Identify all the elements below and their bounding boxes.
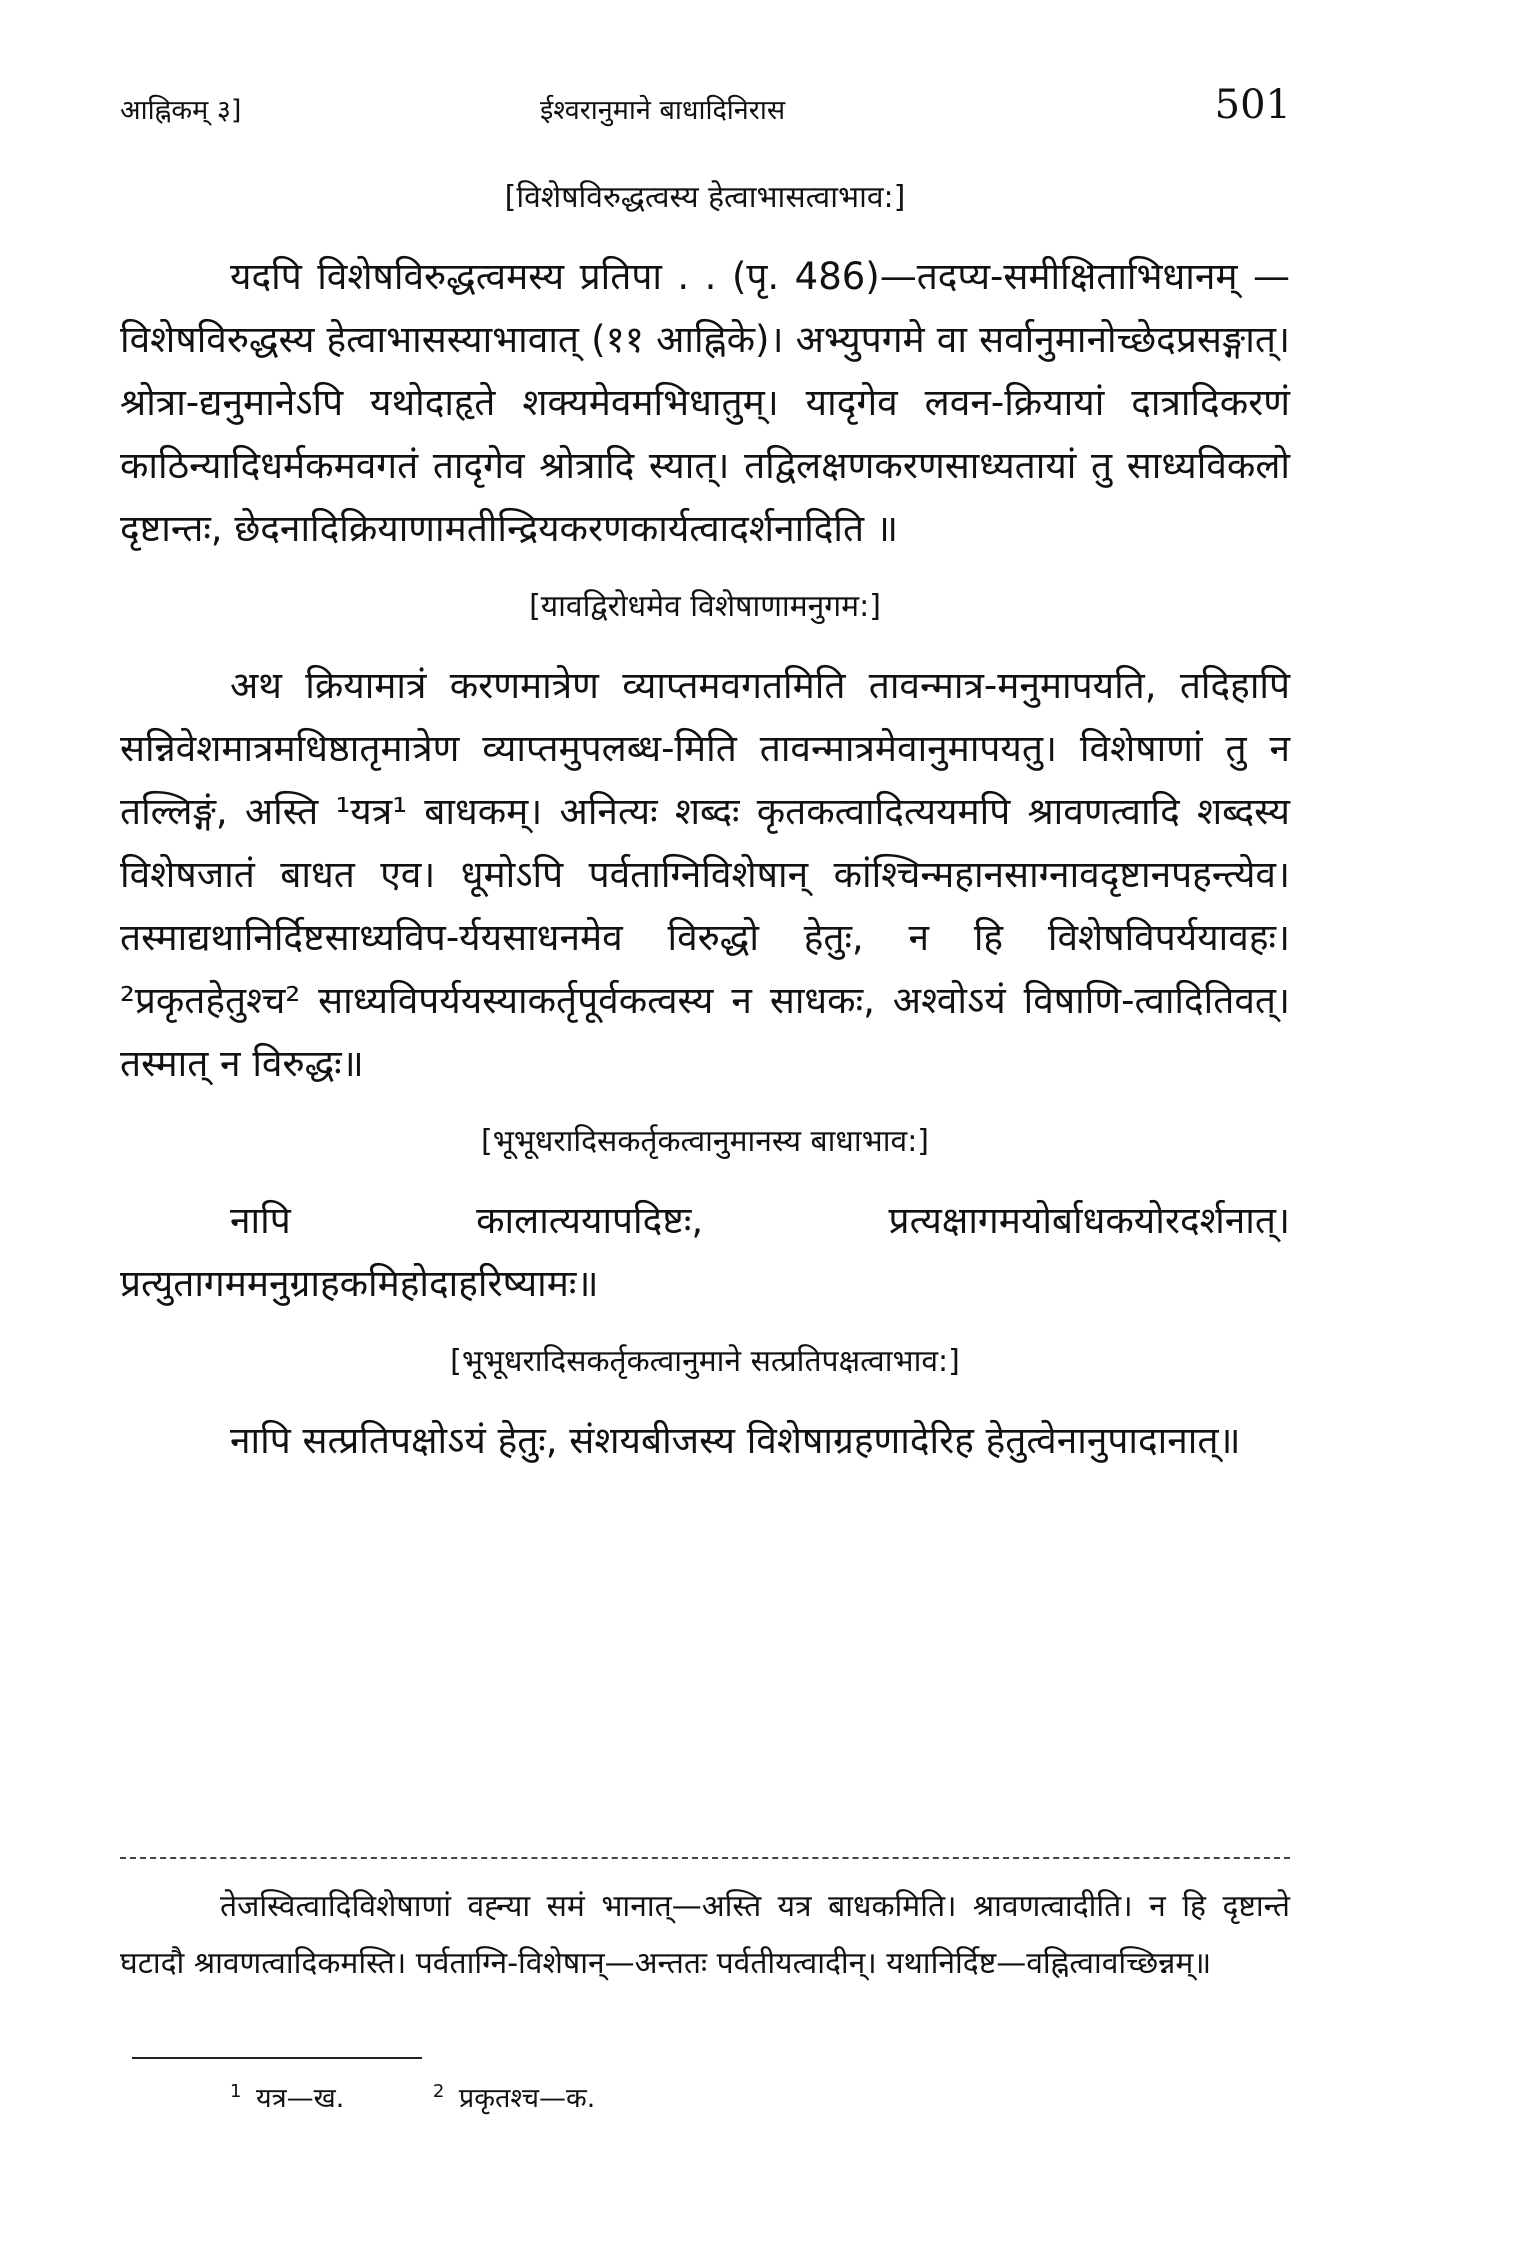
footnote-number: 2	[432, 2081, 445, 2102]
section-heading: [भूभूधरादिसकर्तृकत्वानुमाने सत्प्रतिपक्षत्वाभाव:]	[450, 1344, 960, 1379]
paragraph: नापि कालात्ययापदिष्टः, प्रत्यक्षागमयोर्बाधकयोरदर्शनात्। प्रत्युतागममनुग्राहकमिहोदाहरिष्यामः॥	[120, 1199, 1290, 1305]
footnote-rule	[132, 2057, 422, 2059]
section-heading: [भूभूधरादिसकर्तृकत्वानुमानस्य बाधाभाव:]	[480, 1124, 930, 1159]
section-heading: [यावद्विरोधमेव विशेषाणामनुगम:]	[529, 589, 881, 624]
footnote	[230, 2078, 344, 2115]
paragraph: यदपि विशेषविरुद्धत्वमस्य प्रतिपा . . (पृ. 486)—तदप्य-समीक्षिताभिधानम् — विशेषविरुद्धस्य हेत्वाभासस्याभावात् (११ आह्निके)। अभ्युपगमे वा सर्वानुमानोच्छेदप्रसङ्गात्। श्रोत्रा-द्यनुमानेऽपि यथोदाहृते शक्यमेवमभिधातुम्। यादृगेव लवन-क्रियायां दात्रादिकरणं काठिन्यादिधर्मकमवगतं तादृगेव श्रोत्रादि स्यात्। तद्विलक्षणकरणसाध्यतायां तु साध्यविकलो दृष्टान्तः, छेदनादिक्रियाणामतीन्द्रियकरणकार्यत्वादर्शनादिति ॥	[120, 255, 1290, 550]
main-text	[120, 175, 1290, 1496]
page-number: 501	[1214, 82, 1291, 128]
footnote-text: प्रकृतश्च—क.	[458, 2083, 596, 2114]
running-title: ईश्वरानुमाने बाधादिनिरास	[540, 95, 786, 126]
running-head	[120, 82, 1291, 142]
commentary	[120, 1878, 1290, 1992]
commentary-text: तेजस्वित्वादिविशेषाणां वह्न्या समं भानात्—अस्ति यत्र बाधकमिति। श्रावणत्वादीति। न हि दृष्टान्ते घटादौ श्रावणत्वादिकमस्ति। पर्वताग्नि-विशेषान्—अन्ततः पर्वतीयत्वादीन्। यथानिर्दिष्ट—वह्नित्वावच्छिन्नम्॥	[120, 1889, 1290, 1981]
footnote	[433, 2078, 595, 2115]
footnotes	[230, 2078, 675, 2115]
commentary-divider	[120, 1857, 1290, 1859]
footnote-text: यत्र—ख.	[256, 2083, 345, 2114]
section-heading: [विशेषविरुद्धत्वस्य हेत्वाभासत्वाभाव:]	[504, 180, 906, 215]
chapter-label: आह्निकम् ३]	[120, 95, 242, 126]
paragraph: अथ क्रियामात्रं करणमात्रेण व्याप्तमवगतमिति तावन्मात्र-मनुमापयति, तदिहापि सन्निवेशमात्रमधिष्ठातृमात्रेण व्याप्तमुपलब्ध-मिति तावन्मात्रमेवानुमापयतु। विशेषाणां तु न तल्लिङ्गं, अस्ति ¹यत्र¹ बाधकम्। अनित्यः शब्दः कृतकत्वादित्ययमपि श्रावणत्वादि शब्दस्य विशेषजातं बाधत एव। धूमोऽपि पर्वताग्निविशेषान् कांश्चिन्महानसाग्नावदृष्टानपहन्त्येव। तस्माद्यथानिर्दिष्टसाध्यविप-र्ययसाधनमेव विरुद्धो हेतुः, न हि विशेषविपर्ययावहः। ²प्रकृतहेतुश्च² साध्यविपर्ययस्याकर्तृपूर्वकत्वस्य न साधकः, अश्वोऽयं विषाणि-त्वादितिवत्। तस्मात् न विरुद्धः॥	[120, 664, 1290, 1085]
paragraph: नापि सत्प्रतिपक्षोऽयं हेतुः, संशयबीजस्य विशेषाग्रहणादेरिह हेतुत्वेनानुपादानात्॥	[230, 1419, 1241, 1462]
footnote-number: 1	[230, 2081, 242, 2102]
